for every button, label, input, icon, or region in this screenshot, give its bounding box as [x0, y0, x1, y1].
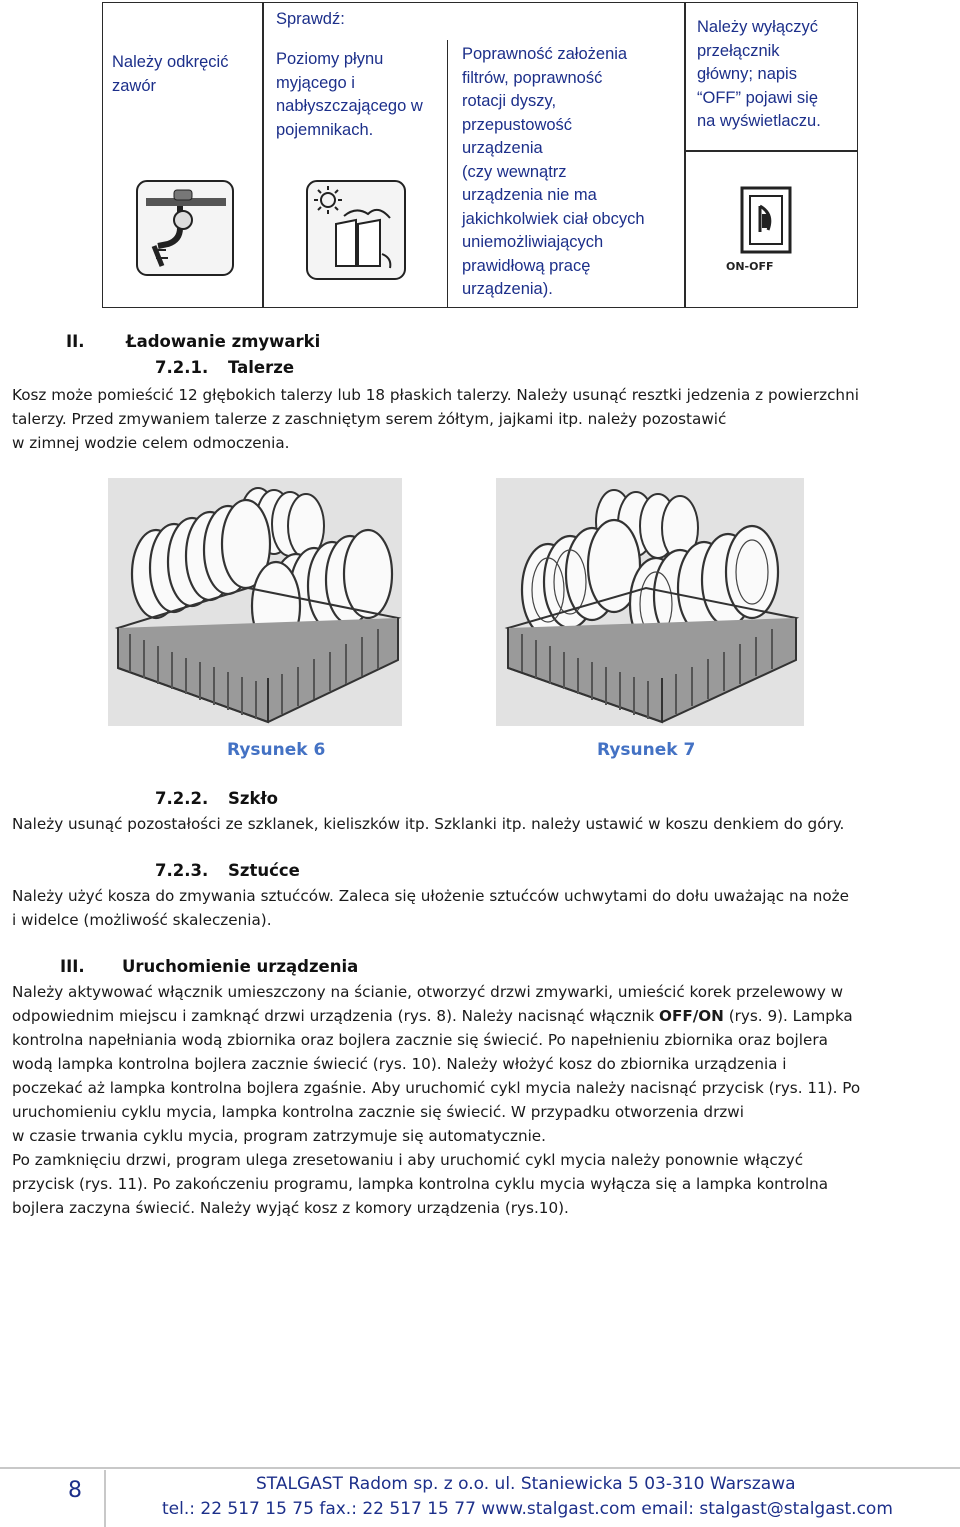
levels-text: Poziomy płynu myjącego i nabłyszczającego w pojemnikach. — [276, 50, 423, 139]
footer-divider — [0, 1467, 960, 1469]
section-2-title: Ładowanie zmywarki — [126, 332, 321, 351]
on-off-switch-icon — [724, 184, 794, 274]
cutlery-paragraph — [12, 884, 952, 932]
filters-line: prawidłową pracę — [462, 256, 591, 275]
subsection-722-number: 7.2.2. — [155, 789, 209, 808]
paragraph-line — [12, 1004, 952, 1028]
paragraph-line: i widelce (możliwość skaleczenia). — [12, 911, 272, 929]
deep-plates-rack-illustration — [108, 478, 402, 726]
paragraph-line-tail: (rys. 9). Lampka — [723, 1007, 853, 1025]
figure-6-image — [108, 478, 402, 726]
footer-vertical-rule — [104, 1470, 106, 1527]
plates-paragraph — [12, 383, 952, 455]
flat-plates-rack-illustration — [496, 478, 804, 726]
paragraph-line: kontrolna napełniania wodą zbiornika oraz bojlera zacznie się świecić. Po napełnieniu zbiornika oraz bojlera — [12, 1031, 828, 1049]
filters-line: uniemożliwiających — [462, 233, 604, 251]
glass-paragraph: Należy usunąć pozostałości ze szklanek, kieliszków itp. Szklanki itp. należy ustawić w koszu denkiem do góry. — [12, 815, 845, 833]
subsection-721-number: 7.2.1. — [155, 358, 209, 377]
switch-line: na wyświetlaczu. — [697, 112, 821, 130]
paragraph-line: bojlera zaczyna świecić. Należy wyjąć kosz z komory urządzenia (rys.10). — [12, 1199, 569, 1217]
filters-text — [462, 43, 684, 302]
paragraph-line: w czasie trwania cyklu mycia, program zatrzymuje się automatycznie. — [12, 1127, 546, 1145]
paragraph-line: Kosz może pomieścić 12 głębokich talerzy lub 18 płaskich talerzy. Należy usunąć resztki jedzenia z powierzchni — [12, 386, 859, 404]
paragraph-line: Należy użyć kosza do zmywania sztućców. Zaleca się ułożenie sztućców uchwytami do dołu uważając na noże — [12, 887, 849, 905]
filters-line: rotacji dyszy, — [462, 92, 557, 110]
filters-line: urządzenia). — [462, 280, 553, 298]
section-3-number: III. — [60, 957, 85, 976]
subsection-722-title: Szkło — [228, 789, 278, 808]
figure-7-caption: Rysunek 7 — [597, 740, 696, 760]
switch-line: Należy wyłączyć — [697, 18, 819, 36]
paragraph-line: wodą lampka kontrolna bojlera zacznie świecić (rys. 10). Należy włożyć kosz do zbiornika urządzenia i — [12, 1055, 787, 1073]
subsection-723-number: 7.2.3. — [155, 861, 209, 880]
detergent-containers-icon — [306, 180, 406, 280]
on-off-label: ON-OFF — [726, 260, 774, 273]
footer-company: STALGAST Radom sp. z o.o. ul. Staniewicka 5 03-310 Warszawa — [256, 1474, 796, 1494]
filters-line: jakichkolwiek ciał obcych — [462, 209, 645, 228]
switch-line: przełącznik — [697, 41, 780, 60]
paragraph-line: Należy aktywować włącznik umieszczony na ścianie, otworzyć drzwi zmywarki, umieścić korek przelewowy w — [12, 983, 844, 1001]
page-number: 8 — [68, 1478, 82, 1503]
figure-7-image — [496, 478, 804, 726]
subsection-723-title: Sztućce — [228, 861, 300, 880]
startup-paragraph — [12, 980, 952, 1220]
paragraph-line: poczekać aż lampka kontrolna bojlera zgaśnie. Aby uruchomić cykl mycia należy nacisnąć przycisk (rys. 11). Po — [12, 1079, 861, 1097]
paragraph-line: przycisk (rys. 11). Po zakończeniu programu, lampka kontrolna cyklu mycia wyłącza się a lampka kontrolna — [12, 1175, 829, 1193]
check-header: Sprawdź: — [276, 10, 345, 28]
paragraph-line: talerzy. Przed zmywaniem talerze z zaschniętym serem żółtym, jajkami itp. należy pozostawić — [12, 410, 727, 428]
filters-line: urządzenia — [462, 139, 543, 157]
filters-line: przepustowość — [462, 115, 573, 134]
filters-line: Poprawność założenia — [462, 45, 628, 63]
off-on-bold: OFF/ON — [659, 1007, 724, 1025]
paragraph-line: uruchomieniu cyklu mycia, lampka kontrolna zacznie się świecić. W przypadku otworzenia drzwi — [12, 1103, 744, 1121]
filters-line: urządzenia nie ma — [462, 186, 597, 204]
valve-icon — [136, 180, 234, 276]
section-3-title: Uruchomienie urządzenia — [122, 957, 359, 976]
figure-6-caption: Rysunek 6 — [227, 740, 326, 760]
paragraph-line: w zimnej wodzie celem odmoczenia. — [12, 434, 290, 452]
footer-contact: tel.: 22 517 15 75 fax.: 22 517 15 77 www.stalgast.com email: stalgast@stalgast.com — [162, 1499, 893, 1519]
switch-text — [697, 16, 857, 134]
subsection-721-title: Talerze — [228, 358, 295, 377]
paragraph-line: Po zamknięciu drzwi, program ulega zresetowaniu i aby uruchomić cykl mycia należy ponownie włączyć — [12, 1151, 804, 1169]
switch-line: “OFF” pojawi się — [697, 88, 819, 107]
section-2-number: II. — [66, 332, 85, 351]
filters-line: (czy wewnątrz — [462, 162, 567, 181]
filters-line: filtrów, poprawność — [462, 68, 603, 87]
paragraph-line-text: odpowiednim miejscu i zamknąć drzwi urządzenia (rys. 8). Należy nacisnąć włącznik — [12, 1007, 660, 1025]
switch-line: główny; napis — [697, 65, 797, 83]
valve-text: Należy odkręcić zawór — [112, 53, 229, 95]
